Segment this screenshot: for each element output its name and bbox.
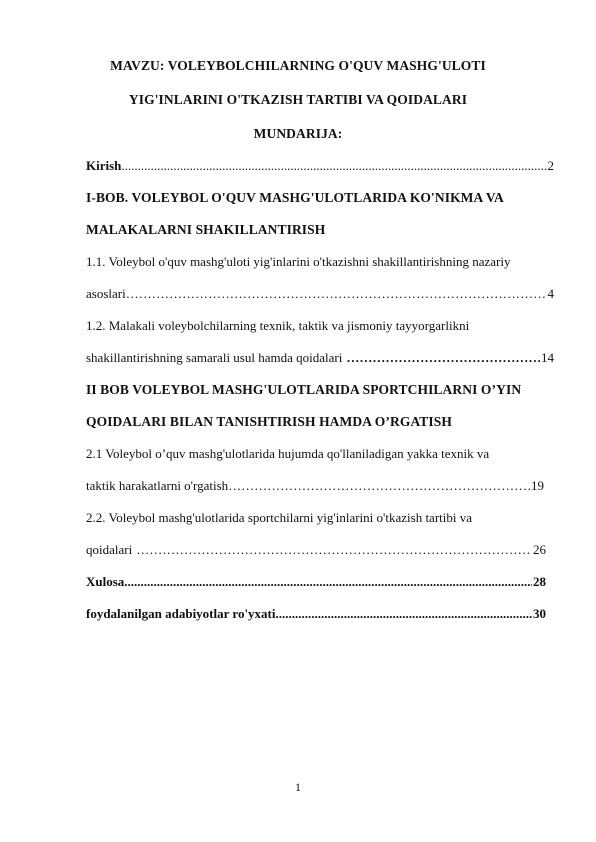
toc-page-number: 30 bbox=[533, 606, 546, 621]
toc-section-2-1-line-1: 2.1 Voleybol o’quv mashg'ulotlarida hujumda qo'llaniladigan yakka texnik va bbox=[86, 446, 490, 461]
doc-title-line-2: YIG'INLARINI O'TKAZISH TARTIBI VA QOIDALARI bbox=[128, 92, 468, 107]
toc-label: foydalanilgan adabiyotlar ro'yxati bbox=[86, 606, 276, 621]
toc-section-2-2 bbox=[86, 542, 546, 558]
toc-chapter-2-line-1: II BOB VOLEYBOL MASHG'ULOTLARIDA SPORTCHILARNI O’YIN bbox=[86, 382, 522, 397]
doc-title-line-1: MAVZU: VOLEYBOLCHILARNING O'QUV MASHG'ULOTI bbox=[110, 58, 486, 73]
toc-page-number: 4 bbox=[547, 286, 554, 301]
toc-entry-kirish bbox=[86, 158, 554, 174]
toc-section-2-2-line-1: 2.2. Voleybol mashg'ulotlarida sportchilarni yig'inlarini o'tkazish tartibi va bbox=[86, 510, 473, 525]
toc-page-number: 14 bbox=[541, 350, 554, 365]
toc-chapter-2-line-2: QOIDALARI BILAN TANISHTIRISH HAMDA O’RGATISH bbox=[86, 414, 452, 429]
toc-section-1-2 bbox=[86, 350, 554, 366]
toc-label: Xulosa bbox=[86, 574, 125, 589]
toc-chapter-1-line-1: I-BOB. VOLEYBOL O'QUV MASHG'ULOTLARIDA KO'NIKMA VA bbox=[86, 190, 504, 205]
toc-label: Kirish bbox=[86, 158, 122, 173]
toc-leader bbox=[126, 286, 547, 302]
toc-entry-xulosa bbox=[86, 574, 546, 590]
toc-page-number: 2 bbox=[547, 158, 554, 173]
toc-leader bbox=[124, 574, 532, 590]
toc-leader bbox=[121, 158, 546, 174]
toc-leader bbox=[276, 606, 533, 622]
toc-section-1-2-line-1: 1.2. Malakali voleybolchilarning texnik, taktik va jismoniy tayyorgarlikni bbox=[86, 318, 470, 333]
toc-section-1-1 bbox=[86, 286, 554, 302]
toc-label: taktik harakatlarni o'rgatish bbox=[86, 478, 229, 493]
toc-page-number: 19 bbox=[531, 478, 544, 493]
toc-entry-adabiyotlar bbox=[86, 606, 546, 622]
toc-label: asoslari bbox=[86, 286, 126, 301]
toc-leader bbox=[346, 350, 540, 366]
toc-leader bbox=[136, 542, 532, 558]
toc-section-2-1 bbox=[86, 478, 544, 494]
page-number: 1 bbox=[295, 780, 301, 794]
toc-label: qoidalari bbox=[86, 542, 133, 557]
toc-leader bbox=[228, 478, 530, 494]
toc-chapter-1-line-2: MALAKALARNI SHAKILLANTIRISH bbox=[86, 222, 326, 237]
contents-heading: MUNDARIJA: bbox=[253, 126, 343, 141]
toc-label: shakillantirishning samarali usul hamda qoidalari bbox=[86, 350, 343, 365]
toc-section-1-1-line-1: 1.1. Voleybol o'quv mashg'uloti yig'inlarini o'tkazishni shakillantirishning nazariy bbox=[86, 254, 511, 269]
toc-page-number: 28 bbox=[533, 574, 546, 589]
toc-page-number: 26 bbox=[533, 542, 546, 557]
